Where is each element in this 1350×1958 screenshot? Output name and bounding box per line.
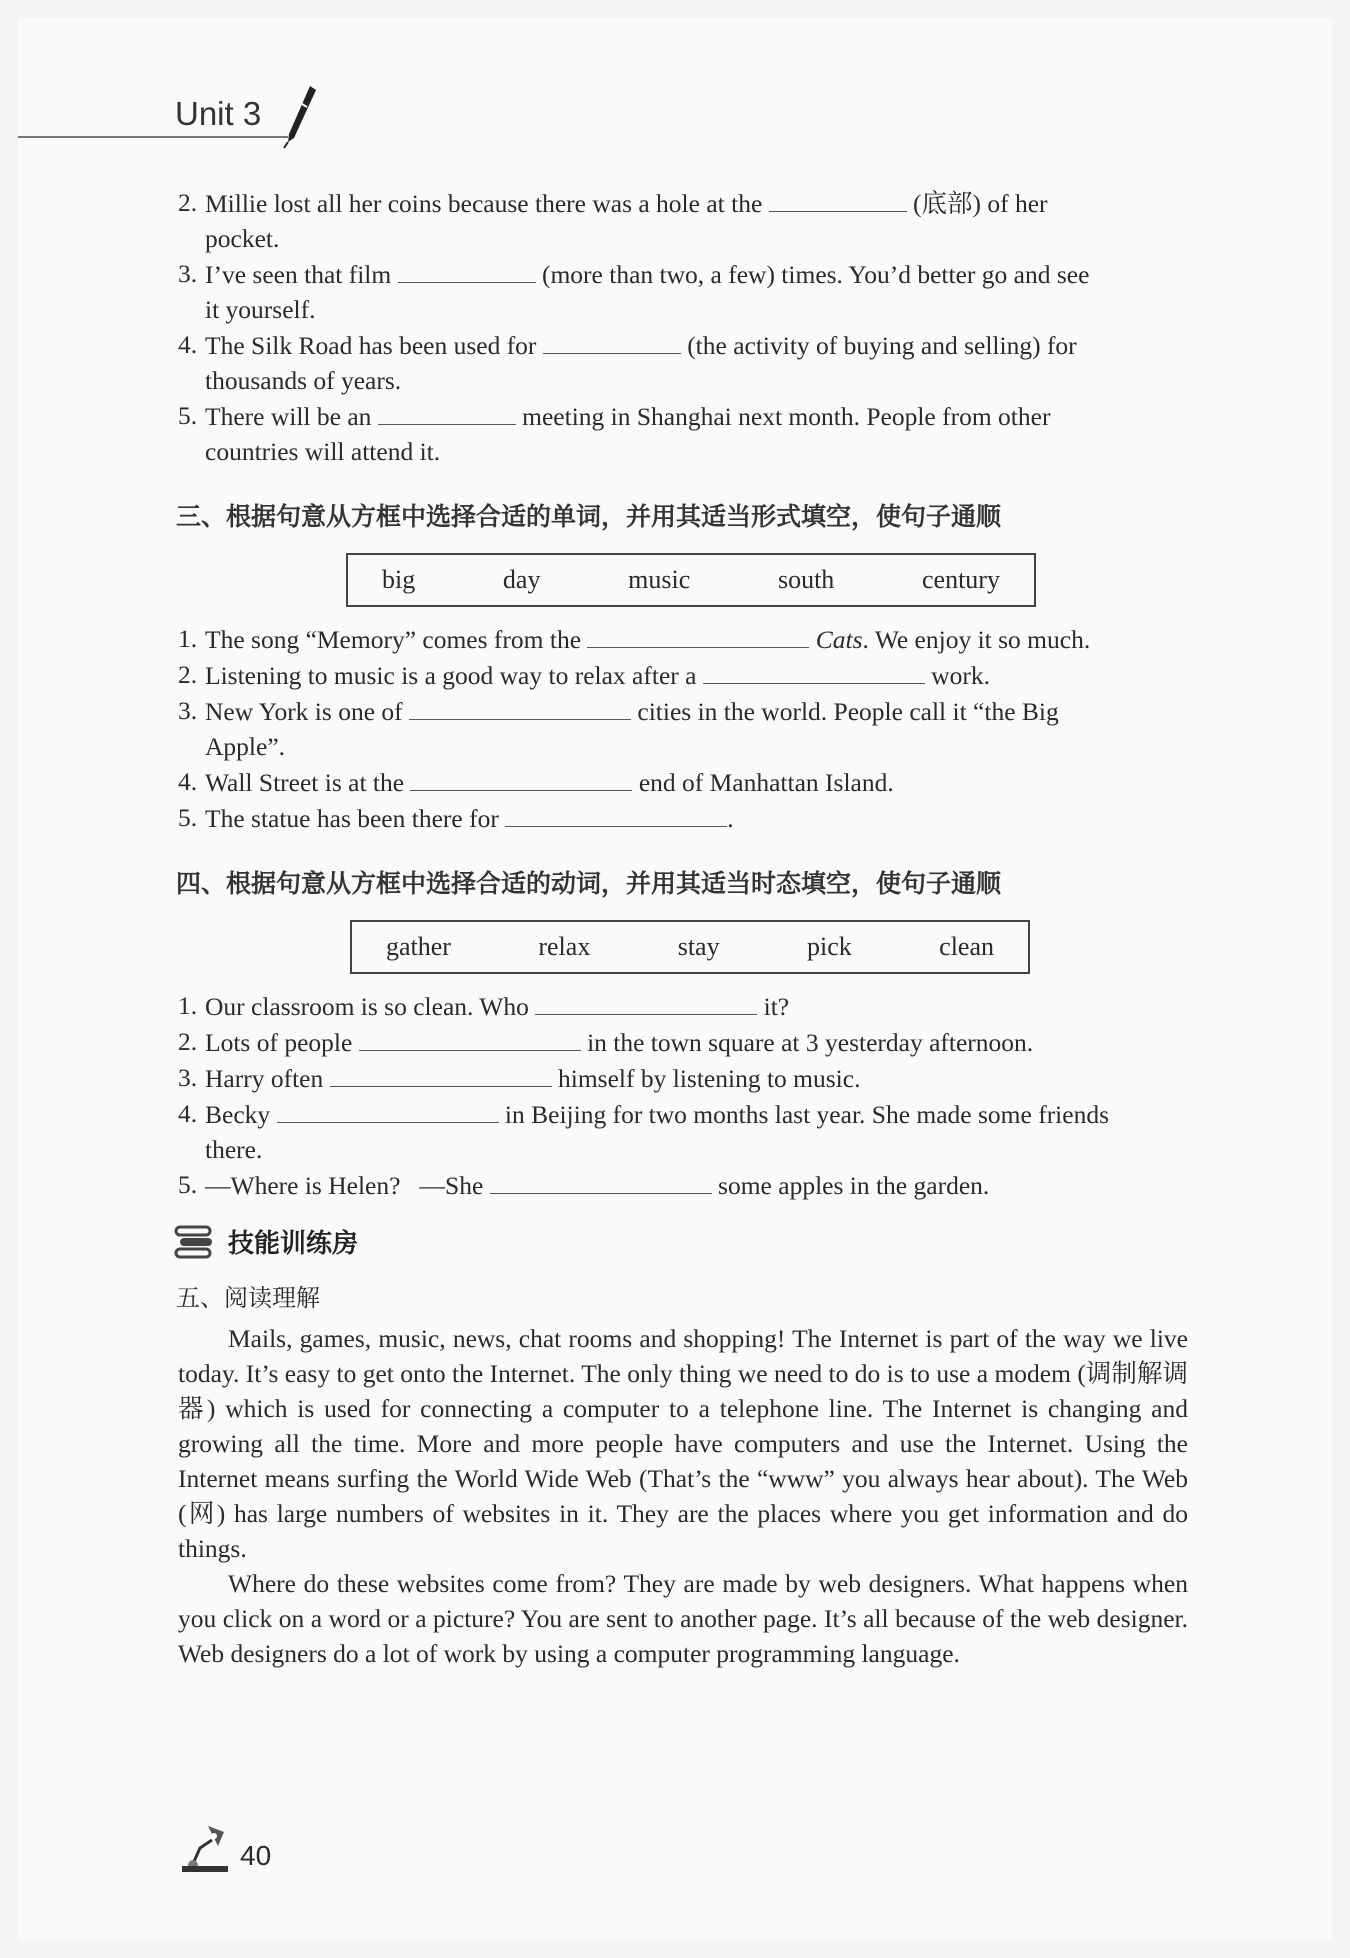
item-text: in the town square at 3 yesterday afternoon.	[587, 1028, 1034, 1057]
item-number: 3.	[178, 1063, 198, 1092]
skills-heading	[174, 1223, 1188, 1260]
word-box	[346, 553, 1036, 607]
word-option: day	[502, 565, 541, 594]
pen-icon	[280, 82, 320, 152]
item-text: Listening to music is a good way to relax after a	[205, 661, 697, 690]
item-text: it yourself.	[205, 295, 316, 324]
word-option: music	[628, 565, 691, 594]
item-text: New York is one of	[205, 697, 403, 726]
list-item	[178, 621, 1188, 657]
answer-blank[interactable]	[703, 657, 925, 684]
content	[178, 185, 1188, 1671]
item-italic-text: Cats	[815, 625, 863, 654]
list-item	[178, 327, 1188, 398]
section-title: 三、根据句意从方框中选择合适的单词，并用其适当形式填空，使句子通顺	[176, 502, 1002, 531]
item-number: 4.	[178, 767, 198, 796]
answer-blank[interactable]	[505, 800, 727, 827]
item-text: There will be an	[205, 402, 372, 431]
item-text: meeting in Shanghai next month. People from other	[522, 402, 1051, 431]
item-number: 5.	[178, 803, 198, 832]
word-option: relax	[538, 932, 591, 961]
item-text: work.	[931, 661, 990, 690]
item-text: —Where is Helen? —She	[205, 1171, 484, 1200]
answer-blank[interactable]	[398, 256, 536, 283]
answer-blank[interactable]	[378, 398, 516, 425]
item-text: Our classroom is so clean. Who	[205, 992, 529, 1021]
item-text: Lots of people	[205, 1028, 353, 1057]
item-text: Becky	[205, 1100, 271, 1129]
reading-paragraph: Mails, games, music, news, chat rooms and shopping! The Internet is part of the way we live today. It’s easy to get onto the Internet. The only thing we need to do is to use a modem (调制解调器) which is used for connecting a computer to a telephone line. The Internet is changing and growing all the time. More and more people have computers and use the Internet. Using the Internet means surfing the World Wide Web (That’s the “www” you always hear about). The Web (网) has large numbers of websites in it. They are the places where you get information and do things.	[178, 1324, 1188, 1563]
list-item	[178, 764, 1188, 800]
answer-blank[interactable]	[359, 1024, 581, 1051]
item-text: there.	[205, 1135, 263, 1164]
page-number: 40	[240, 1840, 272, 1871]
word-box	[350, 920, 1030, 974]
item-text: Apple”.	[205, 732, 286, 761]
list-item	[178, 1167, 1188, 1203]
list-item	[178, 693, 1188, 764]
item-number: 4.	[178, 1099, 198, 1128]
answer-blank[interactable]	[410, 764, 632, 791]
list-item	[178, 800, 1188, 836]
item-text: The statue has been there for	[205, 804, 499, 833]
word-option: pick	[807, 932, 852, 961]
footer	[178, 1818, 271, 1874]
word-option: south	[777, 565, 835, 594]
item-number: 3.	[178, 259, 198, 288]
item-text: it?	[763, 992, 790, 1021]
item-text: in Beijing for two months last year. She made some friends	[504, 1100, 1110, 1129]
word-option: big	[382, 565, 416, 594]
list-item	[178, 398, 1188, 469]
item-text: countries will attend it.	[205, 437, 441, 466]
list-item	[178, 1096, 1188, 1167]
item-text: end of Manhattan Island.	[638, 768, 894, 797]
item-text: Harry often	[205, 1064, 324, 1093]
item-text: thousands of years.	[205, 366, 402, 395]
answer-blank[interactable]	[409, 693, 631, 720]
item-number: 5.	[178, 1170, 198, 1199]
list-item	[178, 1024, 1188, 1060]
list-item	[178, 185, 1188, 256]
reading-title: 五、阅读理解	[176, 1284, 320, 1312]
section4-list	[178, 988, 1188, 1203]
desk-lamp-icon	[178, 1818, 232, 1874]
answer-blank[interactable]	[277, 1096, 499, 1123]
reading-paragraph: Where do these websites come from? They are made by web designers. What happens when you click on a word or a picture? You are sent to another page. It’s all because of the web designer. Web designers do a lot of work by using a computer programming language.	[178, 1569, 1188, 1668]
word-option: century	[921, 565, 1000, 594]
answer-blank[interactable]	[543, 327, 681, 354]
word-option: gather	[386, 932, 451, 961]
item-number: 1.	[178, 991, 198, 1020]
answer-blank[interactable]	[330, 1060, 552, 1087]
item-text: pocket.	[205, 224, 280, 253]
item-text: some apples in the garden.	[718, 1171, 990, 1200]
skills-title: 技能训练房	[228, 1229, 359, 1259]
answer-blank[interactable]	[490, 1167, 712, 1194]
item-text: . We enjoy it so much.	[862, 625, 1091, 654]
item-text: (the activity of buying and selling) for	[687, 331, 1077, 360]
item-text: The Silk Road has been used for	[205, 331, 537, 360]
item-number: 4.	[178, 330, 198, 359]
section3-list	[178, 621, 1188, 836]
answer-blank[interactable]	[535, 988, 757, 1015]
answer-blank[interactable]	[587, 621, 809, 648]
list-item	[178, 256, 1188, 327]
item-text: Millie lost all her coins because there was a hole at the	[205, 189, 763, 218]
list-item	[178, 657, 1188, 693]
item-text: (底部) of her	[913, 189, 1048, 218]
item-text: (more than two, a few) times. You’d better go and see	[541, 260, 1090, 289]
item-text: I’ve seen that film	[205, 260, 392, 289]
item-number: 2.	[178, 660, 198, 689]
section-title: 四、根据句意从方框中选择合适的动词，并用其适当时态填空，使句子通顺	[176, 869, 1002, 898]
item-text: .	[727, 804, 734, 833]
item-number: 2.	[178, 1027, 198, 1056]
item-number: 1.	[178, 624, 198, 653]
word-option: stay	[677, 932, 720, 961]
part2-list	[178, 185, 1188, 469]
header-rule	[18, 136, 288, 138]
item-text: himself by listening to music.	[558, 1064, 861, 1093]
stack-icon	[174, 1224, 214, 1260]
list-item	[178, 1060, 1188, 1096]
list-item	[178, 988, 1188, 1024]
item-text: The song “Memory” comes from the	[205, 625, 582, 654]
item-text: cities in the world. People call it “the Big	[637, 697, 1059, 726]
item-text: Wall Street is at the	[205, 768, 405, 797]
item-number: 5.	[178, 401, 198, 430]
unit-title: Unit 3	[175, 95, 262, 132]
item-number: 3.	[178, 696, 198, 725]
item-number: 2.	[178, 188, 198, 217]
word-option: clean	[939, 932, 994, 961]
answer-blank[interactable]	[769, 185, 907, 212]
